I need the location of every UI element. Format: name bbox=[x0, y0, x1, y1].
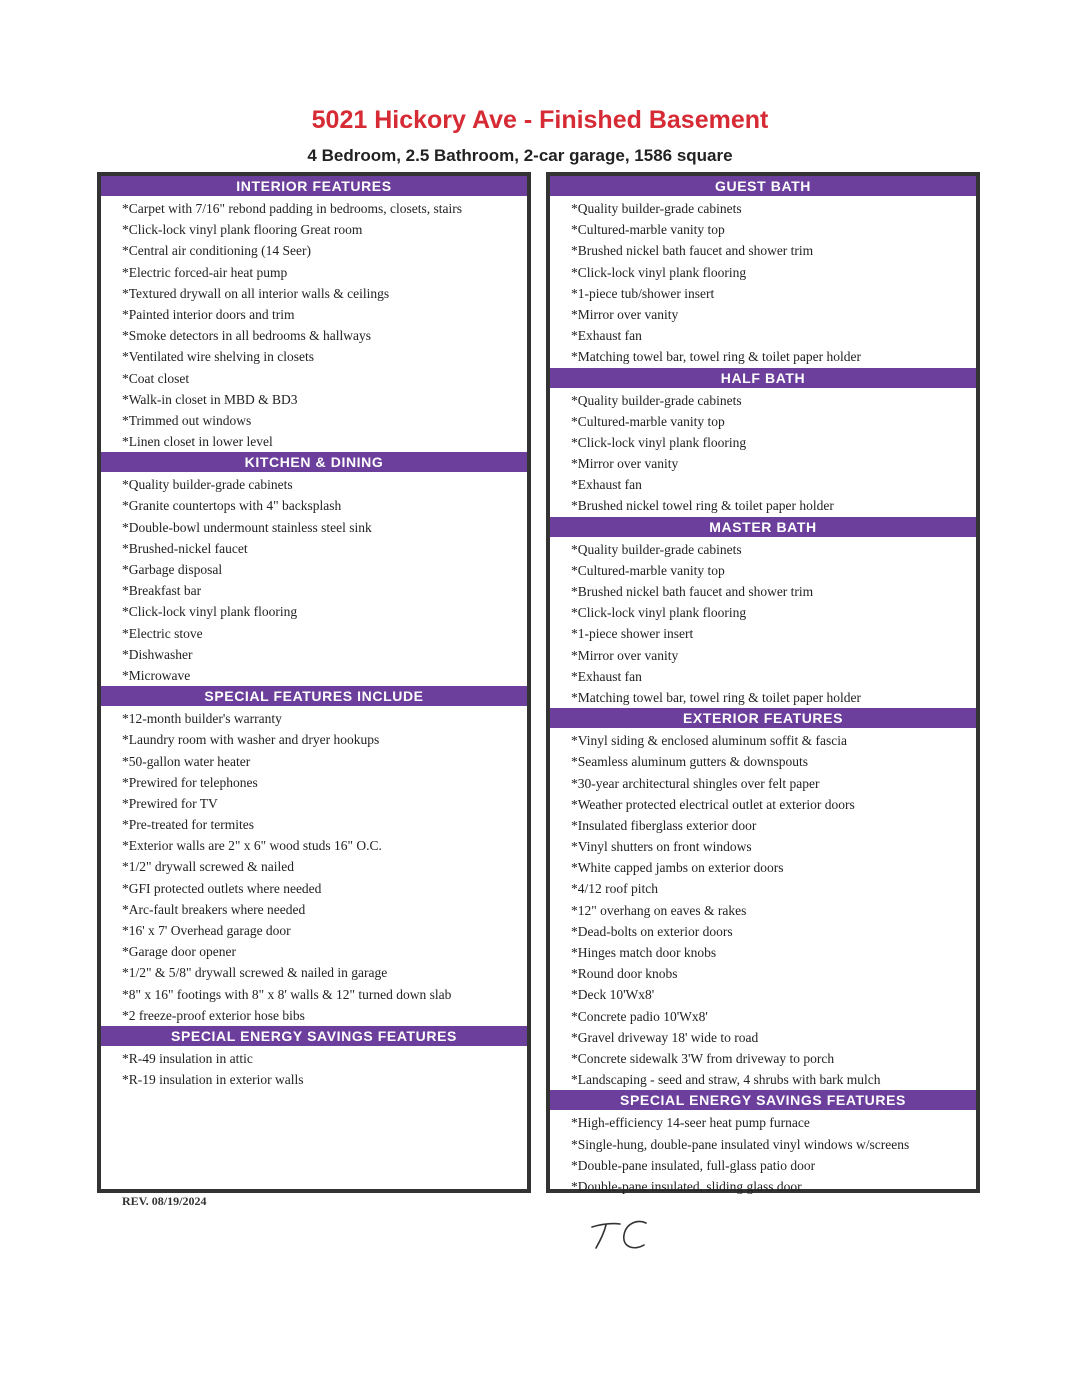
feature-list-item: *Cultured-marble vanity top bbox=[571, 562, 725, 578]
feature-list-item: *Brushed nickel bath faucet and shower trim bbox=[571, 243, 814, 259]
feature-list-item: *Concrete sidewalk 3'W from driveway to porch bbox=[571, 1050, 835, 1066]
feature-list-item: *1/2" drywall screwed & nailed bbox=[122, 859, 294, 875]
feature-list-item: *Prewired for TV bbox=[122, 795, 218, 811]
feature-list-item: *1-piece shower insert bbox=[571, 626, 694, 642]
feature-list-item: *30-year architectural shingles over felt paper bbox=[571, 775, 820, 791]
feature-list-item: *Microwave bbox=[122, 667, 191, 683]
feature-list-item: *Garage door opener bbox=[122, 944, 236, 960]
section-heading: SPECIAL ENERGY SAVINGS FEATURES bbox=[101, 1026, 527, 1047]
section-heading: EXTERIOR FEATURES bbox=[550, 708, 976, 729]
feature-list-item: *12-month builder's warranty bbox=[122, 711, 282, 727]
feature-list-item: *2 freeze-proof exterior hose bibs bbox=[122, 1007, 305, 1023]
feature-list-item: *Trimmed out windows bbox=[122, 412, 252, 428]
feature-list-item: *Carpet with 7/16" rebond padding in bedrooms, closets, stairs bbox=[122, 201, 462, 216]
feature-list-item: *Exhaust fan bbox=[571, 477, 642, 493]
page-title: 5021 Hickory Ave - Finished Basement bbox=[311, 106, 769, 134]
page-subtitle: 4 Bedroom, 2.5 Bathroom, 2-car garage, 1586 square bbox=[307, 146, 733, 165]
feature-list-item: *1/2" & 5/8" drywall screwed & nailed in garage bbox=[122, 965, 388, 981]
feature-list-item: *Insulated fiberglass exterior door bbox=[571, 817, 757, 833]
section-heading: GUEST BATH bbox=[550, 176, 976, 197]
feature-list-item: *Deck 10'Wx8' bbox=[571, 987, 655, 1003]
feature-list-item: *Double-bowl undermount stainless steel sink bbox=[122, 519, 372, 535]
feature-list-item: *Electric forced-air heat pump bbox=[122, 264, 288, 280]
feature-list-item: *Garbage disposal bbox=[122, 562, 223, 577]
feature-list-item: *Hinges match door knobs bbox=[571, 945, 717, 960]
feature-list-item: *Ventilated wire shelving in closets bbox=[122, 349, 314, 365]
feature-list-item: *Mirror over vanity bbox=[571, 456, 679, 472]
section-heading: MASTER BATH bbox=[550, 517, 976, 538]
feature-list-item: *Central air conditioning (14 Seer) bbox=[122, 243, 311, 259]
feature-list-item: *Exhaust fan bbox=[571, 668, 642, 684]
feature-list-item: *Pre-treated for termites bbox=[122, 817, 254, 833]
feature-list-item: *White capped jambs on exterior doors bbox=[571, 860, 784, 876]
feature-list-item: *Single-hung, double-pane insulated vinyl windows w/screens bbox=[571, 1136, 910, 1152]
feature-list-item: *Click-lock vinyl plank flooring bbox=[571, 434, 747, 450]
feature-list-item: *1-piece tub/shower insert bbox=[571, 285, 715, 301]
section-heading: HALF BATH bbox=[550, 368, 976, 389]
feature-list-item: *Prewired for telephones bbox=[122, 774, 258, 790]
feature-list-item: *4/12 roof pitch bbox=[571, 881, 658, 897]
feature-list-item: *Brushed nickel towel ring & toilet paper holder bbox=[571, 498, 834, 514]
feature-list-item: *Dishwasher bbox=[122, 646, 193, 662]
feature-list-item: *Granite countertops with 4" backsplash bbox=[122, 498, 342, 514]
feature-list-item: *Vinyl shutters on front windows bbox=[571, 839, 752, 855]
feature-list-item: *Breakfast bar bbox=[122, 583, 202, 599]
feature-list-item: *16' x 7' Overhead garage door bbox=[122, 923, 291, 938]
feature-list-item: *Click-lock vinyl plank flooring Great room bbox=[122, 222, 363, 238]
feature-list-item: *Quality builder-grade cabinets bbox=[571, 201, 742, 216]
feature-list-item: *Seamless aluminum gutters & downspouts bbox=[571, 754, 808, 770]
feature-list-item: *50-gallon water heater bbox=[122, 753, 251, 769]
right-feature-column bbox=[546, 172, 980, 1193]
feature-list-item: *Smoke detectors in all bedrooms & hallways bbox=[122, 328, 371, 344]
revision-date: REV. 08/19/2024 bbox=[122, 1194, 207, 1208]
feature-list-item: *Exterior walls are 2" x 6" wood studs 16" O.C. bbox=[122, 838, 382, 854]
feature-list-item: *Cultured-marble vanity top bbox=[571, 222, 725, 238]
feature-list-item: *Painted interior doors and trim bbox=[122, 306, 295, 322]
feature-list-item: *Laundry room with washer and dryer hookups bbox=[122, 732, 380, 748]
section-heading: KITCHEN & DINING bbox=[101, 452, 527, 473]
feature-list-item: *Cultured-marble vanity top bbox=[571, 413, 725, 429]
feature-list-item: *Quality builder-grade cabinets bbox=[571, 541, 742, 557]
feature-list-item: *Quality builder-grade cabinets bbox=[571, 392, 742, 408]
feature-list-item: *Exhaust fan bbox=[571, 328, 642, 344]
feature-list-item: *Click-lock vinyl plank flooring bbox=[571, 605, 747, 621]
feature-list-item: *GFI protected outlets where needed bbox=[122, 880, 322, 896]
feature-list-item: *Brushed nickel bath faucet and shower trim bbox=[571, 584, 814, 599]
feature-list-item: *Landscaping - seed and straw, 4 shrubs with bark mulch bbox=[571, 1072, 881, 1088]
left-feature-column bbox=[97, 172, 531, 1193]
feature-list-item: *Arc-fault breakers where needed bbox=[122, 901, 306, 917]
feature-list-item: *R-49 insulation in attic bbox=[122, 1050, 253, 1066]
feature-list-item: *Click-lock vinyl plank flooring bbox=[122, 604, 298, 620]
feature-list-item: *Matching towel bar, towel ring & toilet paper holder bbox=[571, 689, 862, 705]
feature-list-item: *High-efficiency 14-seer heat pump furnace bbox=[571, 1115, 810, 1131]
feature-list-item: *12" overhang on eaves & rakes bbox=[571, 902, 747, 918]
feature-list-item: *R-19 insulation in exterior walls bbox=[122, 1072, 304, 1088]
feature-list-item: *8" x 16" footings with 8" x 8' walls & 12" turned down slab bbox=[122, 986, 452, 1002]
section-heading: SPECIAL FEATURES INCLUDE bbox=[101, 686, 527, 707]
feature-list-item: *Double-pane insulated, full-glass patio door bbox=[571, 1157, 816, 1173]
section-heading: SPECIAL ENERGY SAVINGS FEATURES bbox=[550, 1090, 976, 1111]
feature-list-item: *Round door knobs bbox=[571, 966, 678, 982]
feature-list-item: *Concrete padio 10'Wx8' bbox=[571, 1008, 708, 1024]
feature-list-item: *Matching towel bar, towel ring & toilet paper holder bbox=[571, 349, 862, 365]
handwritten-initials-signature bbox=[588, 1215, 652, 1255]
feature-list-item: *Walk-in closet in MBD & BD3 bbox=[122, 391, 298, 407]
feature-list-item: *Quality builder-grade cabinets bbox=[122, 477, 293, 493]
feature-list-item: *Click-lock vinyl plank flooring bbox=[571, 264, 747, 280]
feature-list-item: *Brushed-nickel faucet bbox=[122, 540, 248, 556]
feature-list-item: *Weather protected electrical outlet at exterior doors bbox=[571, 796, 855, 812]
feature-list-item: *Linen closet in lower level bbox=[122, 434, 273, 450]
feature-list-item: *Vinyl siding & enclosed aluminum soffit & fascia bbox=[571, 733, 848, 749]
feature-list-item: *Dead-bolts on exterior doors bbox=[571, 923, 733, 939]
section-heading: INTERIOR FEATURES bbox=[101, 176, 527, 197]
feature-list-item: *Textured drywall on all interior walls & ceilings bbox=[122, 285, 390, 301]
feature-list-item: *Electric stove bbox=[122, 625, 203, 641]
feature-list-item: *Mirror over vanity bbox=[571, 306, 679, 322]
feature-list-item: *Gravel driveway 18' wide to road bbox=[571, 1029, 759, 1045]
feature-list-item: *Double-pane insulated, sliding glass door bbox=[571, 1178, 802, 1194]
feature-list-item: *Mirror over vanity bbox=[571, 647, 679, 663]
feature-list-item: *Coat closet bbox=[122, 370, 190, 386]
